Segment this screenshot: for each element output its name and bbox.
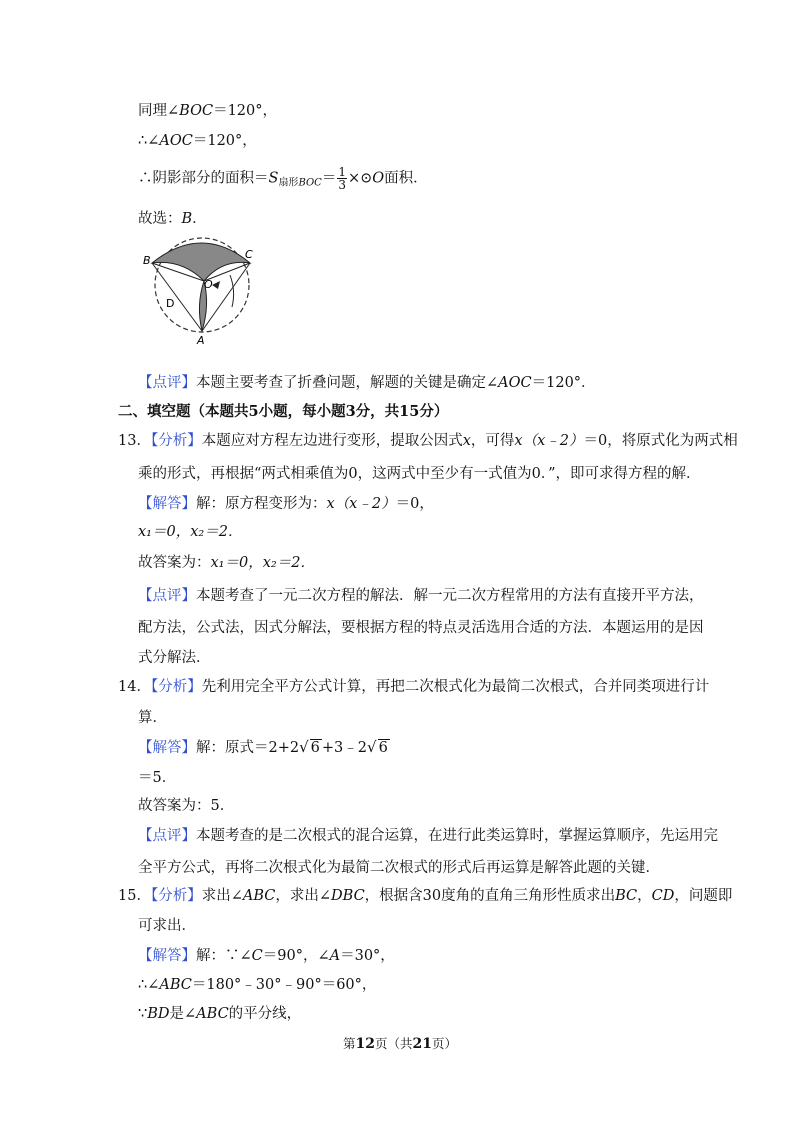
sol12-line-area: ∴阴影部分的面积$=S_{扇形BOC}=$ $\frac{1}{3}$ ×⊙O面积．	[138, 165, 428, 192]
q13-final: 故答案为：x₁＝0，x₂＝2．	[138, 555, 315, 571]
q14-comment: 【点评】本题考查的是二次根式的混合运算，在进行此类运算时，掌握运算顺序，先运用完	[138, 828, 718, 844]
folded-circle-figure	[138, 235, 268, 347]
q13-analysis-cont: 乘的形式，再根据“两式相乘值为0，这两式中至少有一式值为0．”，即可求得方程的解．	[138, 466, 701, 482]
q13-comment: 【点评】本题考查了一元二次方程的解法．解一元二次方程常用的方法有直接开平方法，	[138, 588, 704, 604]
q14-answer: 【解答】解：原式＝2+2√ 6 +3﹣2√ 6	[138, 738, 388, 756]
q14-comment-cont: 全平方公式，再将二次根式化为最简二次根式的形式后再运算是解答此题的关键．	[138, 860, 660, 876]
svg-text:O: O	[204, 278, 213, 291]
q14-result: ＝5．	[138, 770, 177, 786]
sol12-answer: 故选：B．	[138, 211, 207, 227]
svg-text:C: C	[245, 248, 253, 261]
svg-text:B: B	[143, 254, 151, 267]
q13-comment-cont1: 配方法，公式法，因式分解法，要根据方程的特点灵活选用合适的方法．本题运用的是因	[138, 620, 704, 636]
sqrt-6: 6	[378, 740, 388, 756]
q13-analysis: 13．【分析】本题应对方程左边进行变形，提取公因式x，可得x（x﹣2）＝0，将原式化为两式相	[118, 433, 738, 449]
q14-analysis-cont: 算．	[138, 710, 167, 726]
q14-analysis: 14．【分析】先利用完全平方公式计算，再把二次根式化为最简二次根式，合并同类项进行计	[118, 679, 710, 695]
q15-answer: 【解答】解：∵∠C＝90°，∠A＝30°，	[138, 948, 395, 964]
q15-bisector: ∵BD是∠ABC的平分线，	[138, 1006, 302, 1022]
q14-final: 故答案为：5．	[138, 798, 235, 814]
sol12-comment: 【点评】本题主要考查了折叠问题，解题的关键是确定∠AOC＝120°．	[138, 375, 596, 391]
q13-answer: 【解答】解：原方程变形为：x（x﹣2）＝0，	[138, 496, 434, 512]
page-footer: 第12页（共21页）	[342, 1036, 457, 1052]
q15-angle-abc: ∴∠ABC＝180°﹣30°﹣90°＝60°，	[138, 977, 377, 993]
sol12-line-boc: 同理∠BOC＝120°，	[138, 103, 278, 119]
one-third-fraction: $\frac{1}{3}$	[338, 165, 346, 192]
svg-text:D: D	[166, 297, 175, 310]
q13-roots: x₁＝0，x₂＝2．	[138, 524, 243, 540]
svg-text:A: A	[197, 334, 205, 347]
section-heading: 二、填空题（本题共5小题，每小题3分，共15分）	[118, 403, 449, 420]
q15-analysis: 15．【分析】求出∠ABC，求出∠DBC，根据含30度角的直角三角形性质求出BC，CD，问题即	[118, 888, 733, 904]
sqrt-6: 6	[310, 740, 320, 756]
sol12-line-aoc: ∴∠AOC＝120°，	[138, 133, 257, 149]
q13-comment-cont2: 式分解法．	[138, 650, 211, 666]
q15-analysis-cont: 可求出．	[138, 918, 196, 934]
